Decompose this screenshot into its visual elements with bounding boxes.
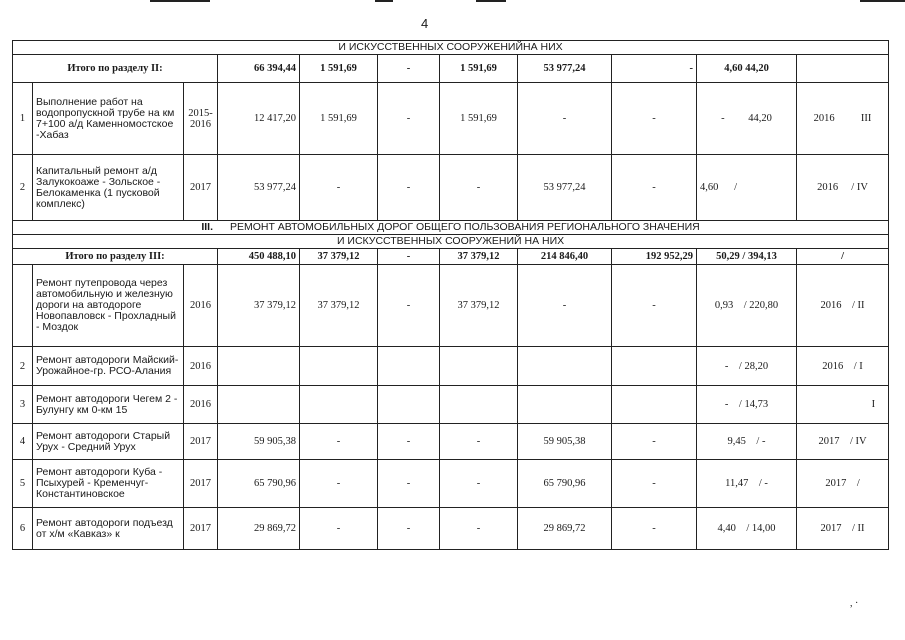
row-number	[13, 265, 33, 347]
row-number: 4	[13, 424, 33, 460]
period-year: 2017	[825, 478, 847, 489]
length-value: / 14,00	[746, 523, 776, 534]
row-cell-length	[697, 508, 797, 550]
row-cell: -	[378, 508, 440, 550]
row-year: 2017	[184, 424, 218, 460]
row-number: 5	[13, 460, 33, 508]
row-name: Выполнение работ на водопропускной трубе на км 7+100 а/д Каменномостское -Хабаз	[33, 83, 184, 155]
length-value: / -	[758, 478, 768, 489]
row-year: 2017	[184, 508, 218, 550]
total-cell: 214 846,40	[518, 249, 612, 265]
period-year: 2016	[820, 300, 842, 311]
section3-roman: III.	[201, 221, 214, 233]
length-value: 4,60	[700, 182, 719, 193]
row-cell: 1 591,69	[440, 83, 518, 155]
row-year: 2016	[184, 347, 218, 386]
row-cell-period	[797, 460, 889, 508]
row-name: Ремонт автодороги подъезд от х/м «Кавказ» к	[33, 508, 184, 550]
period-quarter: / II	[852, 300, 865, 311]
row-cell: 29 869,72	[518, 508, 612, 550]
row-year: 2016	[184, 265, 218, 347]
row-cell: -	[612, 83, 697, 155]
period-quarter: / IV	[849, 436, 867, 447]
row-cell-length	[697, 424, 797, 460]
length-value: 4,40	[717, 523, 736, 534]
section-header-row	[13, 235, 889, 249]
period-quarter: / IV	[851, 182, 868, 193]
table-row	[13, 460, 889, 508]
row-cell	[378, 347, 440, 386]
row-cell: -	[300, 155, 378, 221]
period-year: 2017	[820, 523, 842, 534]
row-cell: -	[440, 460, 518, 508]
row-cell	[378, 386, 440, 424]
row-name: Ремонт путепровода через автомобильную и железную дороги на автодороге Новопавловск - Прохладный - Моздок	[33, 265, 184, 347]
row-cell: -	[612, 424, 697, 460]
total-cell: /	[797, 249, 889, 265]
row-year: 2017	[184, 155, 218, 221]
row-cell: -	[612, 460, 697, 508]
row-cell	[300, 347, 378, 386]
table-row	[13, 155, 889, 221]
row-cell: 1 591,69	[300, 83, 378, 155]
period-quarter: /	[856, 478, 860, 489]
row-cell: 37 379,12	[218, 265, 300, 347]
total-cell: 1 591,69	[300, 55, 378, 83]
table-row	[13, 83, 889, 155]
total-label: Итого по разделу II:	[13, 55, 218, 83]
top-edge-mark	[150, 0, 210, 2]
row-cell: -	[440, 424, 518, 460]
period-quarter: / II	[852, 523, 865, 534]
row-cell	[440, 386, 518, 424]
period-year: 2016	[817, 182, 839, 193]
total-cell: 37 379,12	[300, 249, 378, 265]
table-row	[13, 265, 889, 347]
length-value: 11,47	[725, 478, 749, 489]
table-row	[13, 386, 889, 424]
row-cell	[612, 347, 697, 386]
row-number: 2	[13, 347, 33, 386]
row-cell: -	[440, 155, 518, 221]
row-cell: -	[518, 83, 612, 155]
length-value: / 14,73	[738, 399, 769, 410]
row-cell: -	[378, 424, 440, 460]
row-cell: 37 379,12	[440, 265, 518, 347]
period-year: 2016	[813, 113, 835, 124]
total-cell: -	[378, 249, 440, 265]
page-number: 4	[421, 16, 429, 31]
period-quarter: / I	[853, 360, 863, 372]
row-cell: -	[378, 265, 440, 347]
row-name: Ремонт автодороги Майский-Урожайное-гр. РСО-Алания	[33, 347, 184, 386]
row-cell: 59 905,38	[518, 424, 612, 460]
row-cell: -	[518, 265, 612, 347]
row-cell: 29 869,72	[218, 508, 300, 550]
row-cell-period	[797, 83, 889, 155]
length-value: -	[724, 399, 729, 410]
row-cell	[440, 347, 518, 386]
row-cell: -	[612, 508, 697, 550]
row-cell: -	[440, 508, 518, 550]
total-cell: 66 394,44	[218, 55, 300, 83]
length-value: / -	[756, 436, 766, 447]
row-cell	[518, 347, 612, 386]
row-year: 2016	[184, 386, 218, 424]
period-quarter: I	[871, 399, 876, 410]
row-cell: 65 790,96	[218, 460, 300, 508]
row-cell: 53 977,24	[218, 155, 300, 221]
length-value: 9,45	[727, 436, 746, 447]
row-name: Капитальный ремонт а/д Залукокоаже - Зольское - Белокаменка (1 пусковой комплекс)	[33, 155, 184, 221]
row-number: 1	[13, 83, 33, 155]
length-value: 44,20	[748, 113, 772, 124]
margin-marks: , ·	[850, 598, 859, 609]
section-header-row	[13, 41, 889, 55]
row-number: 2	[13, 155, 33, 221]
row-cell	[612, 386, 697, 424]
section-total-row	[13, 55, 889, 83]
length-value: -	[721, 113, 725, 124]
row-cell: 12 417,20	[218, 83, 300, 155]
top-edge-mark	[860, 0, 905, 2]
row-cell: 65 790,96	[518, 460, 612, 508]
row-cell: -	[300, 460, 378, 508]
row-cell-length	[697, 265, 797, 347]
length-value: 0,93	[714, 300, 734, 311]
row-cell: 53 977,24	[518, 155, 612, 221]
total-cell: -	[378, 55, 440, 83]
length-value: /	[734, 182, 738, 193]
section-total-row	[13, 249, 889, 265]
length-value: -	[724, 360, 729, 372]
row-cell-length	[697, 460, 797, 508]
row-cell	[518, 386, 612, 424]
section2-title: И ИСКУССТВЕННЫХ СООРУЖЕНИЙНА НИХ	[338, 41, 563, 53]
row-cell: -	[612, 155, 697, 221]
period-quarter: III	[860, 113, 872, 124]
table-row	[13, 424, 889, 460]
row-cell-period	[797, 265, 889, 347]
total-cell: -	[612, 55, 697, 83]
total-cell	[797, 55, 889, 83]
total-cell: 192 952,29	[612, 249, 697, 265]
length-value: / 220,80	[743, 300, 779, 311]
total-cell: 1 591,69	[440, 55, 518, 83]
row-cell-length	[697, 83, 797, 155]
section3-title-line2: И ИСКУССТВЕННЫХ СООРУЖЕНИЙ НА НИХ	[336, 235, 565, 247]
length-value: / 28,20	[738, 360, 769, 372]
total-cell: 37 379,12	[440, 249, 518, 265]
budget-table	[12, 40, 889, 550]
row-cell-period	[797, 155, 889, 221]
row-name: Ремонт автодороги Чегем 2 - Булунгу км 0-км 15	[33, 386, 184, 424]
row-name: Ремонт автодороги Старый Урух - Средний Урух	[33, 424, 184, 460]
row-cell: -	[378, 460, 440, 508]
row-cell-period	[797, 424, 889, 460]
top-edge-mark	[476, 0, 506, 2]
row-cell: -	[612, 265, 697, 347]
table-row	[13, 508, 889, 550]
row-cell	[218, 386, 300, 424]
row-year: 2017	[184, 460, 218, 508]
total-cell: 53 977,24	[518, 55, 612, 83]
total-cell: 50,29 / 394,13	[697, 249, 797, 265]
row-cell-period	[797, 347, 889, 386]
row-cell: 59 905,38	[218, 424, 300, 460]
period-year: 2016	[822, 360, 844, 372]
row-cell-period	[797, 386, 889, 424]
row-cell-length	[697, 386, 797, 424]
row-year: 2015-2016	[184, 83, 218, 155]
total-cell: 4,60 44,20	[697, 55, 797, 83]
row-cell-length	[697, 155, 797, 221]
period-year: 2017	[818, 436, 840, 447]
row-number: 3	[13, 386, 33, 424]
row-cell: -	[378, 83, 440, 155]
row-cell: 37 379,12	[300, 265, 378, 347]
section-header-row	[13, 221, 889, 235]
row-number: 6	[13, 508, 33, 550]
total-label: Итого по разделу III:	[13, 249, 218, 265]
row-cell-length	[697, 347, 797, 386]
row-cell	[300, 386, 378, 424]
section3-title: РЕМОНТ АВТОМОБИЛЬНЫХ ДОРОГ ОБЩЕГО ПОЛЬЗОВАНИЯ РЕГИОНАЛЬНОГО ЗНАЧЕНИЯ	[229, 221, 700, 233]
table-row	[13, 347, 889, 386]
row-cell-period	[797, 508, 889, 550]
row-cell: -	[378, 155, 440, 221]
row-name: Ремонт автодороги Куба - Псыхурей - Кременчуг-Константиновское	[33, 460, 184, 508]
row-cell: -	[300, 508, 378, 550]
row-cell	[218, 347, 300, 386]
top-edge-mark	[375, 0, 393, 2]
row-cell: -	[300, 424, 378, 460]
total-cell: 450 488,10	[218, 249, 300, 265]
